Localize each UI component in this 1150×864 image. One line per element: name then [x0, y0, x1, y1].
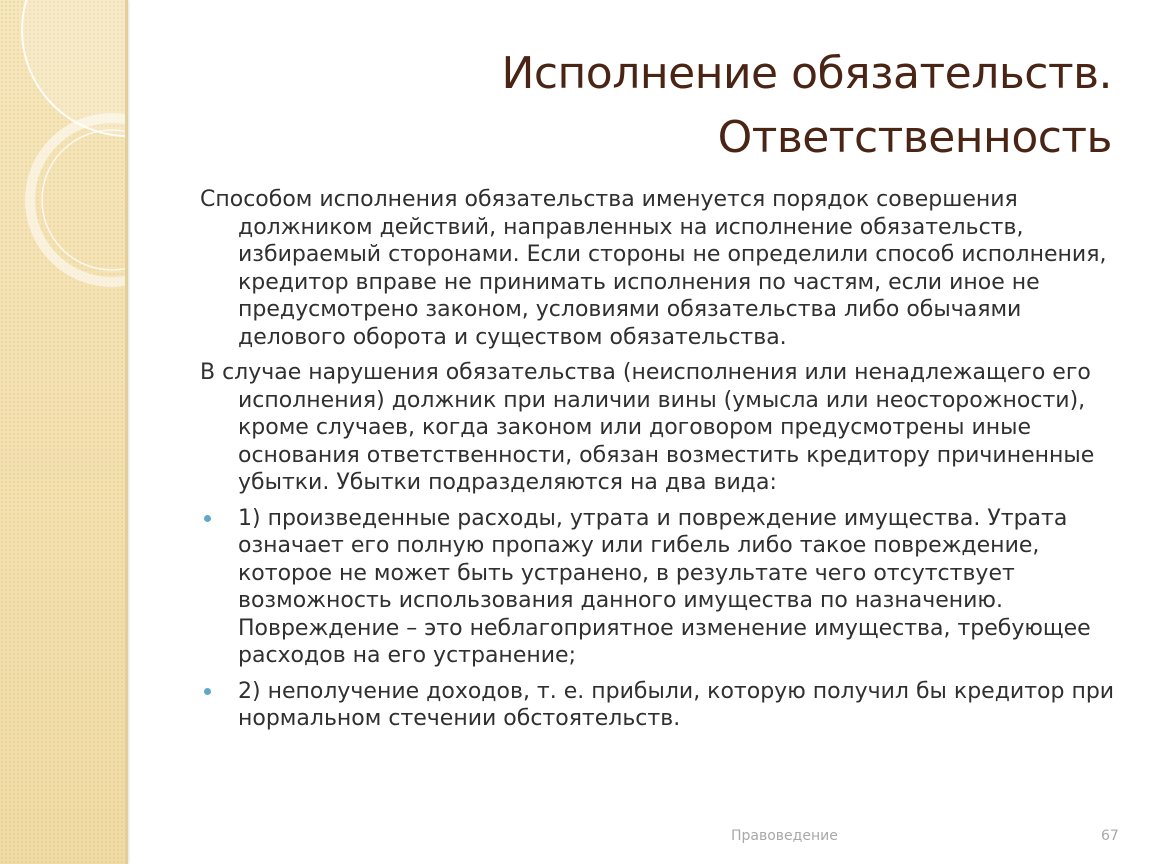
footer-label: Правоведение	[731, 828, 838, 844]
page-number: 67	[1101, 828, 1119, 844]
bullet-text-lost-income: 2) неполучение доходов, т. е. прибыли, которую получил бы кредитор при нормальном стечении обстоятельств.	[238, 678, 1115, 731]
title-line-1: Исполнение обязательств.	[501, 48, 1112, 99]
list-item	[200, 678, 1120, 733]
list-item	[200, 505, 1120, 670]
slide-title	[312, 42, 1112, 170]
paragraph-method: Способом исполнения обязательства именуется порядок совершения должником действий, направленных на исполнение обязательств, избираемый сторонами. Если стороны не определили способ исполнения, кредитор вправе не принимать исполнения по частям, если иное не предусмотрено законом, условиями обязательства либо обычаями делового оборота и существом обязательства.	[200, 187, 1107, 350]
bullet-dot-icon	[204, 688, 211, 695]
decorative-side-panel	[0, 0, 127, 864]
slide-body	[200, 186, 1120, 741]
title-line-2: Ответственность	[717, 112, 1112, 163]
bullet-text-expenses: 1) произведенные расходы, утрата и повреждение имущества. Утрата означает его полную пропажу или гибель либо такое повреждение, которое не может быть устранено, в результате чего отсутствует возможность использования данного имущества по назначению. Повреждение – это неблагоприятное изменение имущества, требующее расходов на его устранение;	[238, 505, 1091, 668]
bullet-dot-icon	[204, 515, 211, 522]
paragraph-liability: В случае нарушения обязательства (неисполнения или ненадлежащего его исполнения) должник при наличии вины (умысла или неосторожности), кроме случаев, когда законом или договором предусмотрены иные основания ответственности, обязан возместить кредитору причиненные убытки. Убытки подразделяются на два вида:	[200, 360, 1095, 495]
side-panel-edge	[125, 0, 128, 864]
decorative-rings	[0, 0, 128, 864]
